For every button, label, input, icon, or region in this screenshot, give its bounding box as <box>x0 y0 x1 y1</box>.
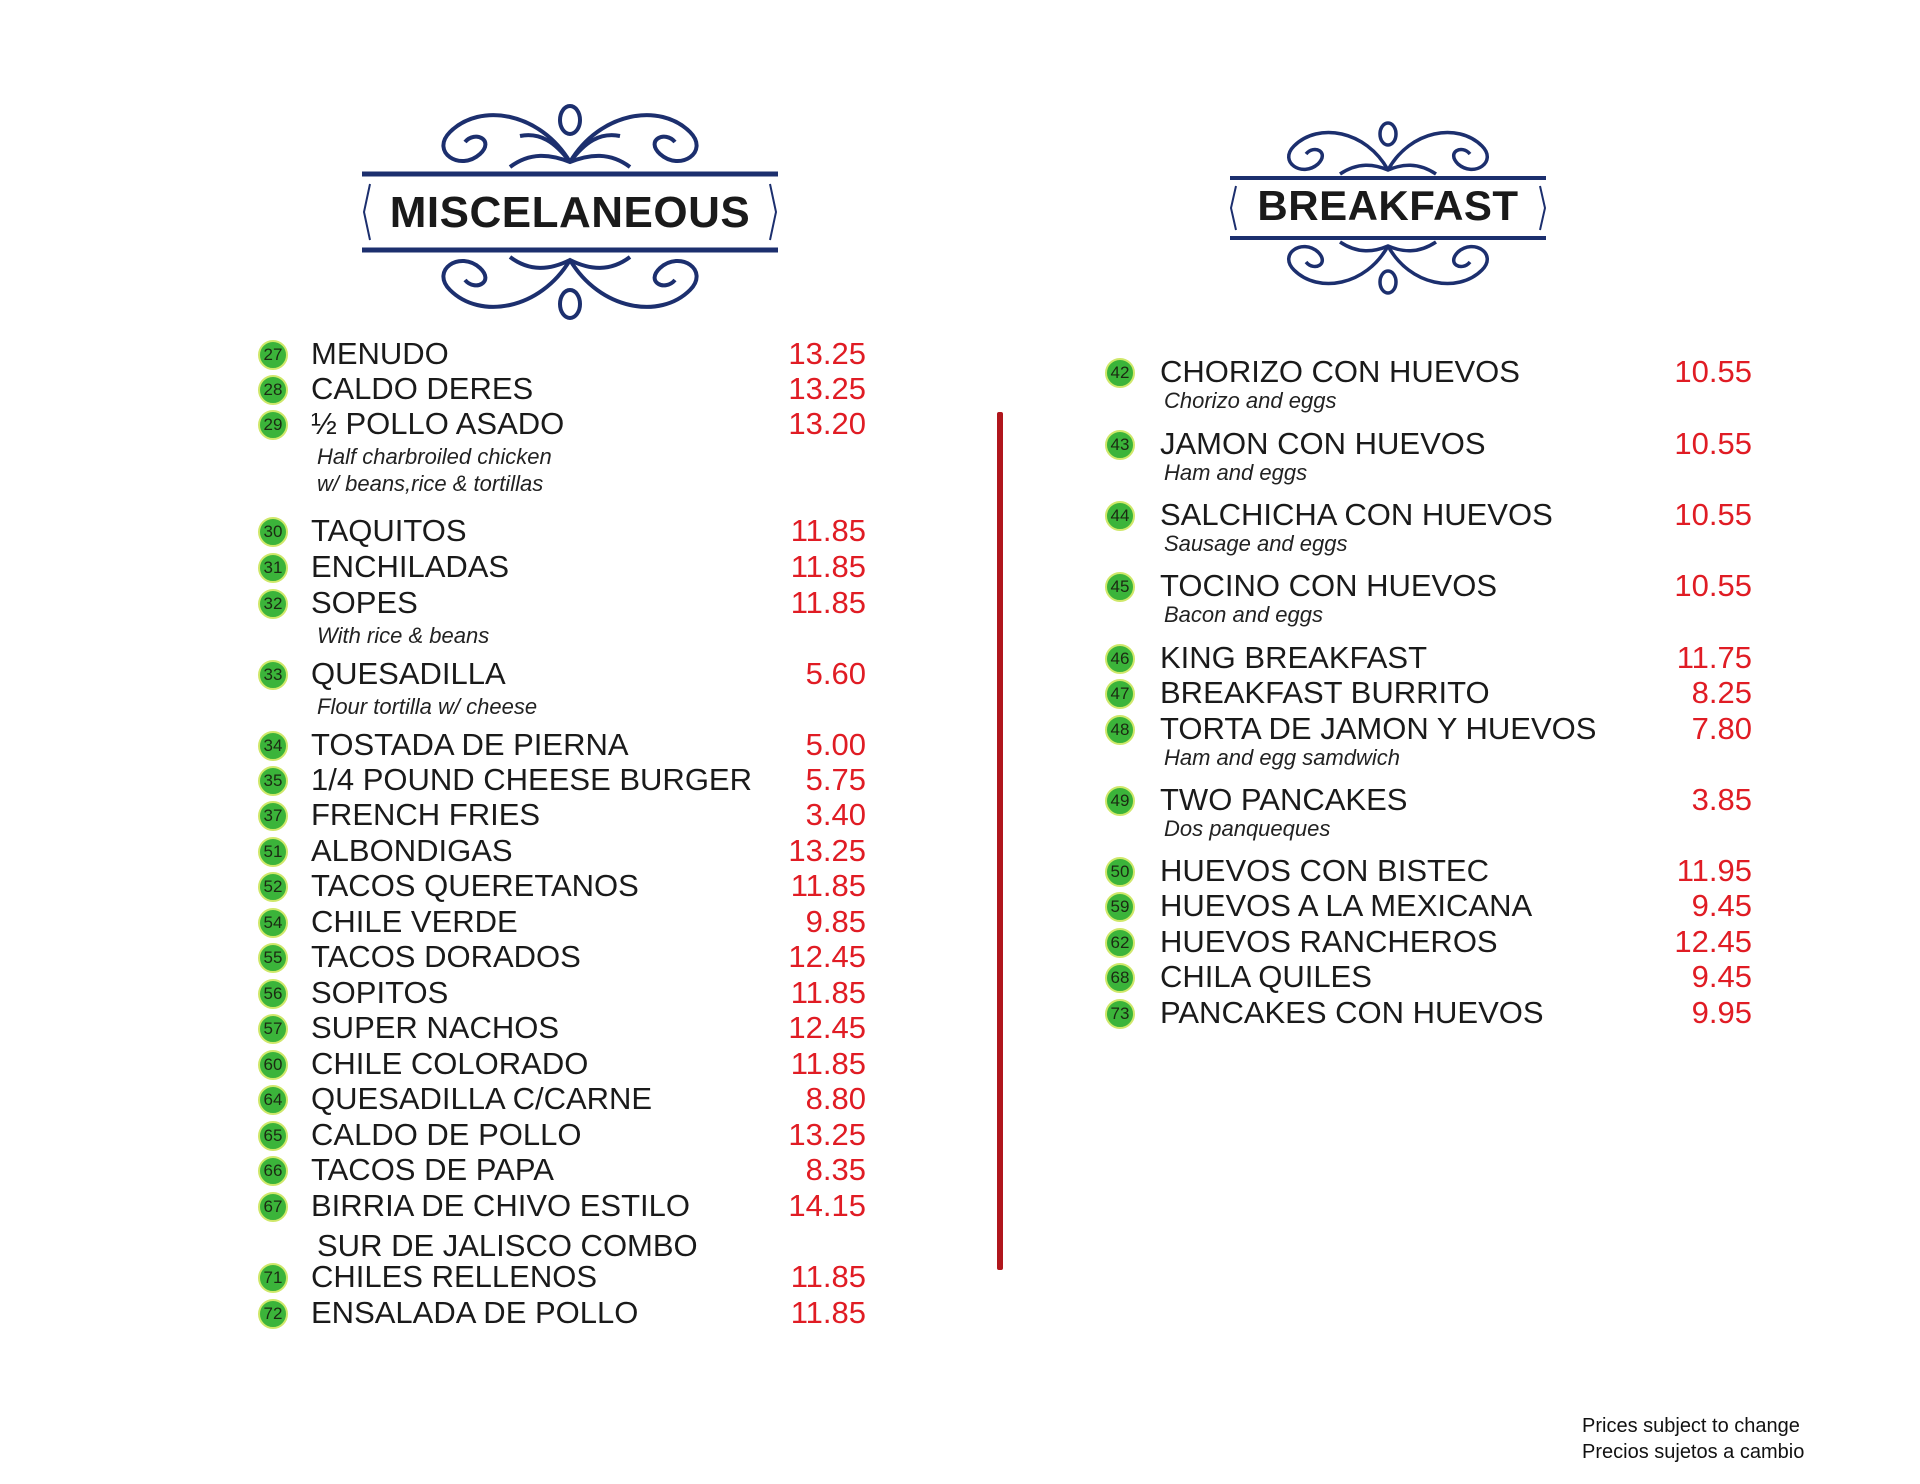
section-title-breakfast: BREAKFAST <box>1257 182 1519 229</box>
miscellaneous-header <box>360 92 780 332</box>
item-name: FRENCH FRIES <box>311 797 541 832</box>
item-description: w/ beans,rice & tortillas <box>317 471 544 496</box>
item-description: Dos panqueques <box>1164 816 1331 841</box>
item-name: TORTA DE JAMON Y HUEVOS <box>1160 711 1597 746</box>
item-name: QUESADILLA <box>311 656 506 691</box>
item-price: 8.25 <box>1691 675 1752 710</box>
item-number-badge: 59 <box>1105 892 1135 922</box>
item-price: 11.85 <box>790 585 866 620</box>
item-price: 14.15 <box>788 1188 866 1223</box>
item-price: 5.75 <box>805 762 866 797</box>
item-number-badge: 65 <box>258 1121 288 1151</box>
item-name: CHILE VERDE <box>311 904 518 939</box>
item-number-badge: 45 <box>1105 572 1135 602</box>
item-name: PANCAKES CON HUEVOS <box>1160 995 1544 1030</box>
item-number-badge: 31 <box>258 553 288 583</box>
item-price: 12.45 <box>1674 924 1752 959</box>
item-number-badge: 44 <box>1105 501 1135 531</box>
item-number-badge: 56 <box>258 979 288 1009</box>
item-number-badge: 67 <box>258 1192 288 1222</box>
item-name: JAMON CON HUEVOS <box>1160 426 1486 461</box>
item-price: 11.95 <box>1676 853 1752 888</box>
item-number-badge: 73 <box>1105 999 1135 1029</box>
item-name: SUPER NACHOS <box>311 1010 560 1045</box>
item-description: Bacon and eggs <box>1164 602 1324 627</box>
item-price: 9.95 <box>1691 995 1752 1030</box>
item-number-badge: 68 <box>1105 963 1135 993</box>
item-number-badge: 71 <box>258 1263 288 1293</box>
item-name: TACOS DE PAPA <box>311 1152 554 1187</box>
item-name: TOSTADA DE PIERNA <box>311 727 629 762</box>
item-price: 11.75 <box>1676 640 1752 675</box>
item-price: 13.20 <box>788 406 866 441</box>
item-name: HUEVOS A LA MEXICANA <box>1160 888 1533 923</box>
item-price: 13.25 <box>788 833 866 868</box>
item-number-badge: 51 <box>258 837 288 867</box>
item-number-badge: 29 <box>258 410 288 440</box>
item-price: 7.80 <box>1691 711 1752 746</box>
item-name: HUEVOS RANCHEROS <box>1160 924 1498 959</box>
item-number-badge: 32 <box>258 589 288 619</box>
item-price: 11.85 <box>790 1295 866 1330</box>
item-name: BREAKFAST BURRITO <box>1160 675 1490 710</box>
item-number-badge: 28 <box>258 375 288 405</box>
item-name: TACOS QUERETANOS <box>311 868 639 903</box>
item-price: 8.35 <box>805 1152 866 1187</box>
item-price: 3.40 <box>805 797 866 832</box>
item-name: MENUDO <box>311 336 449 371</box>
item-name: TOCINO CON HUEVOS <box>1160 568 1498 603</box>
item-price: 11.85 <box>790 1259 866 1294</box>
item-number-badge: 30 <box>258 517 288 547</box>
item-name: CALDO DE POLLO <box>311 1117 582 1152</box>
item-name: CHILA QUILES <box>1160 959 1372 994</box>
item-price: 11.85 <box>790 549 866 584</box>
item-number-badge: 55 <box>258 943 288 973</box>
item-description: Sausage and eggs <box>1164 531 1348 556</box>
item-name: QUESADILLA C/CARNE <box>311 1081 653 1116</box>
item-price: 5.60 <box>805 656 866 691</box>
price-notice-spanish: Precios sujetos a cambio <box>1582 1441 1805 1463</box>
item-name: CHILE COLORADO <box>311 1046 589 1081</box>
item-number-badge: 42 <box>1105 358 1135 388</box>
item-name: SOPITOS <box>311 975 449 1010</box>
item-number-badge: 35 <box>258 766 288 796</box>
item-name: HUEVOS CON BISTEC <box>1160 853 1489 888</box>
item-number-badge: 72 <box>258 1299 288 1329</box>
item-price: 12.45 <box>788 939 866 974</box>
item-description: Ham and egg samdwich <box>1164 745 1401 770</box>
item-number-badge: 52 <box>258 872 288 902</box>
item-name: TACOS DORADOS <box>311 939 581 974</box>
item-description: Ham and eggs <box>1164 460 1308 485</box>
price-notice-english: Prices subject to change <box>1582 1415 1800 1437</box>
item-number-badge: 60 <box>258 1050 288 1080</box>
item-name: TAQUITOS <box>311 513 467 548</box>
breakfast-header <box>1228 112 1548 302</box>
item-name: ENSALADA DE POLLO <box>311 1295 639 1330</box>
item-name: 1/4 POUND CHEESE BURGER <box>311 762 752 797</box>
item-name: SALCHICHA CON HUEVOS <box>1160 497 1553 532</box>
item-description: With rice & beans <box>317 623 490 648</box>
item-number-badge: 34 <box>258 731 288 761</box>
column-divider <box>997 412 1003 1270</box>
item-name: KING BREAKFAST <box>1160 640 1428 675</box>
item-name: ALBONDIGAS <box>311 833 513 868</box>
item-number-badge: 33 <box>258 660 288 690</box>
item-name: CALDO DERES <box>311 371 534 406</box>
item-name: ½ POLLO ASADO <box>311 406 565 441</box>
item-description: Chorizo and eggs <box>1164 388 1337 413</box>
item-price: 10.55 <box>1674 497 1752 532</box>
item-price: 9.85 <box>805 904 866 939</box>
item-price: 8.80 <box>805 1081 866 1116</box>
item-name: TWO PANCAKES <box>1160 782 1408 817</box>
item-price: 9.45 <box>1691 959 1752 994</box>
item-price: 13.25 <box>788 336 866 371</box>
item-name: SOPES <box>311 585 418 620</box>
item-price: 13.25 <box>788 371 866 406</box>
item-price: 10.55 <box>1674 568 1752 603</box>
item-number-badge: 37 <box>258 801 288 831</box>
item-description: Flour tortilla w/ cheese <box>317 694 538 719</box>
price-notice <box>1582 1413 1804 1465</box>
item-price: 10.55 <box>1674 354 1752 389</box>
item-description: Half charbroiled chicken <box>317 444 552 469</box>
item-number-badge: 57 <box>258 1014 288 1044</box>
item-number-badge: 54 <box>258 908 288 938</box>
item-price: 12.45 <box>788 1010 866 1045</box>
item-number-badge: 50 <box>1105 857 1135 887</box>
item-number-badge: 48 <box>1105 715 1135 745</box>
item-number-badge: 47 <box>1105 679 1135 709</box>
item-price: 11.85 <box>790 975 866 1010</box>
item-number-badge: 43 <box>1105 430 1135 460</box>
item-price: 10.55 <box>1674 426 1752 461</box>
item-name: CHORIZO CON HUEVOS <box>1160 354 1520 389</box>
item-price: 5.00 <box>805 727 866 762</box>
item-number-badge: 46 <box>1105 644 1135 674</box>
item-number-badge: 62 <box>1105 928 1135 958</box>
item-price: 13.25 <box>788 1117 866 1152</box>
item-price: 11.85 <box>790 1046 866 1081</box>
item-name-continued: SUR DE JALISCO COMBO <box>317 1228 698 1263</box>
item-number-badge: 66 <box>258 1156 288 1186</box>
item-price: 3.85 <box>1691 782 1752 817</box>
item-name: ENCHILADAS <box>311 549 510 584</box>
item-name: CHILES RELLENOS <box>311 1259 597 1294</box>
item-number-badge: 49 <box>1105 786 1135 816</box>
item-price: 11.85 <box>790 513 866 548</box>
item-number-badge: 64 <box>258 1085 288 1115</box>
item-number-badge: 27 <box>258 340 288 370</box>
section-title-miscellaneous: MISCELANEOUS <box>389 188 751 237</box>
item-price: 11.85 <box>790 868 866 903</box>
item-price: 9.45 <box>1691 888 1752 923</box>
item-name: BIRRIA DE CHIVO ESTILO <box>311 1188 690 1223</box>
